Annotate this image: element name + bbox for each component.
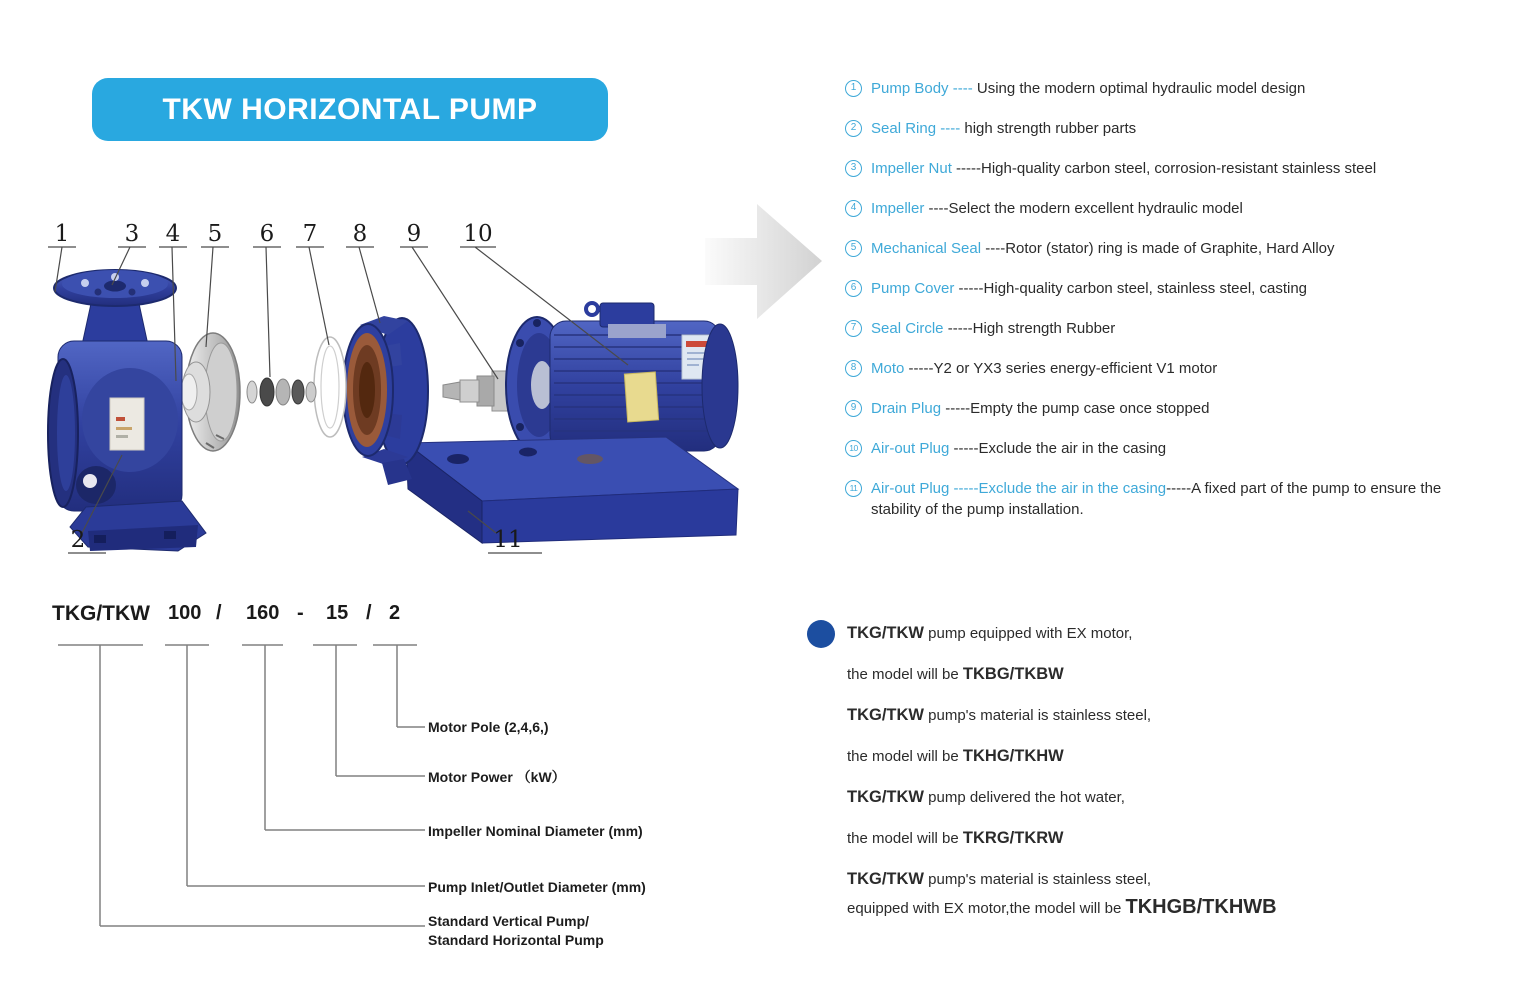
part-name: Seal Ring ----	[871, 120, 965, 137]
part-number-badge: 6	[845, 280, 862, 297]
variant-text: pump equipped with EX motor,	[923, 625, 1133, 642]
parts-list	[845, 78, 1475, 539]
callout-leader-line	[201, 247, 229, 347]
model-code-token: 160	[246, 602, 280, 624]
model-code-text: TKHGB/TKHWB	[1125, 896, 1277, 918]
variant-line	[847, 786, 1447, 809]
variant-line	[847, 745, 1447, 768]
part-text	[871, 198, 1243, 219]
part-description: -----Empty the pump case once stopped	[945, 400, 1210, 417]
model-code-text: TKBG/TKBW	[962, 665, 1064, 683]
callout-number: 6	[259, 221, 275, 247]
variant-line	[847, 868, 1447, 891]
callout-number: 5	[207, 221, 223, 247]
callout-number: 9	[406, 221, 422, 247]
part-name: Air-out Plug	[871, 440, 954, 457]
part-name: Pump Cover	[871, 280, 959, 297]
part-name: Pump Body ----	[871, 80, 977, 97]
part-text	[871, 478, 1475, 520]
variant-line	[847, 896, 1447, 920]
part-description: ----Rotor (stator) ring is made of Graphite, Hard Alloy	[985, 240, 1335, 257]
part-list-item	[845, 78, 1475, 99]
model-code-text: TKRG/TKRW	[962, 829, 1064, 847]
variant-text: pump's material is stainless steel,	[923, 707, 1152, 724]
model-code-leader-lines	[40, 640, 740, 960]
model-code-label: Motor Power （kW）	[428, 769, 566, 785]
variant-line	[847, 827, 1447, 850]
model-code-label: Motor Pole (2,4,6,)	[428, 719, 549, 735]
variant-text: the model will be	[847, 666, 963, 683]
part-number-badge: 4	[845, 200, 862, 217]
variant-line	[847, 622, 1447, 645]
part-name: Moto	[871, 360, 909, 377]
part-text	[871, 78, 1305, 99]
part-description: ----Select the modern excellent hydraulic model	[928, 200, 1243, 217]
callout-leader-line	[296, 247, 329, 345]
part-list-item	[845, 278, 1475, 299]
model-code-label: Pump Inlet/Outlet Diameter (mm)	[428, 879, 646, 895]
part-text	[871, 278, 1307, 299]
part-number-badge: 9	[845, 400, 862, 417]
callout-number: 7	[302, 221, 318, 247]
part-list-item	[845, 238, 1475, 259]
model-code-text: TKG/TKW	[847, 706, 924, 724]
callout-number: 10	[463, 221, 493, 247]
part-description: -----High strength Rubber	[947, 320, 1116, 337]
model-code-text: TKG/TKW	[847, 870, 924, 888]
mechanical-seal-illustration	[247, 378, 316, 406]
part-name: Seal Circle	[871, 320, 948, 337]
part-description: -----High-quality carbon steel, corrosion-resistant stainless steel	[956, 160, 1377, 177]
callout-number: 11	[493, 527, 523, 553]
model-variants-list	[847, 622, 1447, 938]
model-code-token: /	[366, 602, 372, 624]
part-text	[871, 238, 1335, 259]
model-code-token: 2	[389, 602, 401, 624]
part-list-item	[845, 118, 1475, 139]
variant-text: equipped with EX motor,the model will be	[847, 900, 1126, 917]
part-number-badge: 11	[845, 480, 862, 497]
part-description: Using the modern optimal hydraulic model design	[976, 80, 1306, 97]
model-code-text: TKHG/TKHW	[962, 747, 1064, 765]
part-name: Impeller	[871, 200, 929, 217]
part-list-item	[845, 318, 1475, 339]
part-name: Drain Plug	[871, 400, 946, 417]
title-banner	[92, 78, 608, 141]
motor-illustration	[443, 303, 738, 453]
part-description: -----A fixed part of the pump to ensure the stability of the pump installation.	[871, 480, 1442, 518]
part-text	[871, 318, 1115, 339]
part-text	[871, 358, 1217, 379]
model-code-token: /	[216, 602, 222, 624]
motor-base-illustration	[406, 437, 738, 543]
model-code-text: TKG/TKW	[847, 788, 924, 806]
callout-number: 1	[54, 221, 70, 247]
part-list-item	[845, 478, 1475, 520]
model-code-label: Standard Vertical Pump/ Standard Horizontal Pump	[428, 913, 604, 948]
part-list-item	[845, 198, 1475, 219]
part-text	[871, 158, 1376, 179]
part-description: -----High-quality carbon steel, stainless steel, casting	[958, 280, 1308, 297]
model-code-token: TKG/TKW	[52, 602, 150, 625]
variant-line	[847, 663, 1447, 686]
part-text	[871, 398, 1210, 419]
part-list-item	[845, 398, 1475, 419]
model-code-token: 15	[326, 602, 349, 624]
part-text	[871, 438, 1166, 459]
part-number-badge: 2	[845, 120, 862, 137]
model-code-token: 100	[168, 602, 202, 624]
part-list-item	[845, 158, 1475, 179]
variant-text: the model will be	[847, 830, 963, 847]
part-number-badge: 8	[845, 360, 862, 377]
part-number-badge: 1	[845, 80, 862, 97]
bullet-dot-icon	[807, 620, 835, 648]
part-list-item	[845, 438, 1475, 459]
page-title: TKW HORIZONTAL PUMP	[162, 92, 538, 126]
callout-number: 3	[124, 221, 140, 247]
part-description: -----Exclude the air in the casing	[953, 440, 1167, 457]
part-name: Air-out Plug -----Exclude the air in the casing	[871, 480, 1167, 497]
model-code-label: Impeller Nominal Diameter (mm)	[428, 823, 643, 839]
pump-exploded-diagram	[30, 195, 790, 585]
part-name: Mechanical Seal	[871, 240, 986, 257]
pump-body-illustration	[48, 270, 206, 551]
part-number-badge: 3	[845, 160, 862, 177]
callout-number: 4	[165, 221, 181, 247]
part-number-badge: 10	[845, 440, 862, 457]
seal-circle-illustration	[314, 337, 346, 437]
part-text	[871, 118, 1136, 139]
model-code-token: -	[297, 602, 304, 624]
callout-leader-line	[253, 247, 281, 377]
variant-text: pump delivered the hot water,	[923, 789, 1125, 806]
impeller-illustration	[181, 333, 240, 451]
variant-line	[847, 704, 1447, 727]
part-number-badge: 5	[845, 240, 862, 257]
part-description: high strength rubber parts	[964, 120, 1137, 137]
part-name: Impeller Nut	[871, 160, 957, 177]
part-number-badge: 7	[845, 320, 862, 337]
arrow-right-icon	[695, 198, 830, 330]
model-code-text: TKG/TKW	[847, 624, 924, 642]
callout-number: 2	[70, 527, 86, 553]
callout-number: 8	[352, 221, 368, 247]
part-list-item	[845, 358, 1475, 379]
callout-leader-line	[346, 247, 380, 323]
variant-text: pump's material is stainless steel,	[923, 871, 1152, 888]
variant-text: the model will be	[847, 748, 963, 765]
part-description: -----Y2 or YX3 series energy-efficient V1 motor	[908, 360, 1218, 377]
